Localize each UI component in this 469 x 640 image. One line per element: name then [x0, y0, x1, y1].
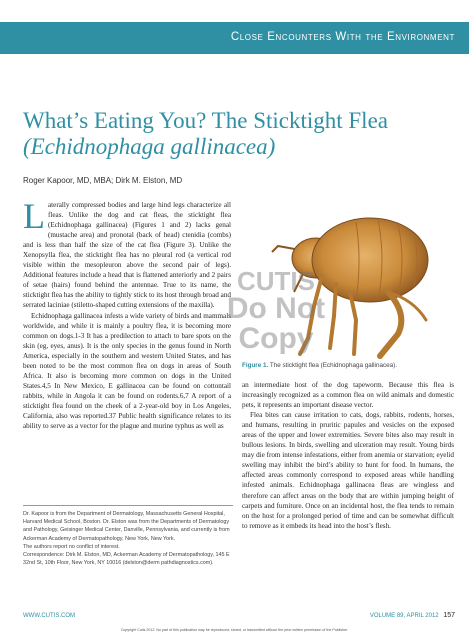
issue-info [370, 612, 455, 619]
paragraph-2: Echidnophaga gallinacea infests a wide variety of birds and mammals worldwide, and while it is mainly a poultry flea, it is becoming more common on dogs.1-3 It has a predilection to attach to bare spots on the skin (eg, eyes, anus). It is the only species in the genus found in North America, especially in the southern and western United States, and has been noted to be the most common flea on dogs in areas of South Africa. It also is becoming more common on dogs in the United States.4,5 In New Mexico, E gallinacea can be found on cottontail rabbits, while in Angola it can be found on rodents.6,7 A report of a sticktight flea found on the cheek of a 2-year-old boy in Los Angeles, California, also was reported.37 Public health significance relates to its ability to serve as a vector for the plague and murine typhus as well as [23, 311, 231, 431]
title-line-1: What’s Eating You? The Sticktight Flea [23, 108, 388, 133]
footnote-correspondence: Correspondence: Dirk M. Elston, MD, Ackerman Academy of Dermatopathology, 145 E 32nd St, 10th Floor, New York, NY 10016 (delston@derm pathdiagnostics.com). [23, 552, 230, 567]
body-column-left [23, 196, 231, 431]
paragraph-3: an intermediate host of the dog tapeworm. Because this flea is increasingly recognized as a common flea on wild animals and domestic pets, it represents an important disease vector. [242, 381, 454, 410]
volume-label: VOLUME 89, APRIL 2012 [369, 613, 439, 619]
watermark-line-1: CUTIS [237, 266, 315, 296]
author-byline: Roger Kapoor, MD, MBA; Dirk M. Elston, MD [23, 176, 183, 185]
copyright-notice: Copyright Cutis 2012. No part of this publication may be reproduced, stored, or transmitted without the prior written permission of the Publisher. [120, 628, 349, 632]
intro-text: aterally compressed bodies and large hind legs characterize all fleas. Unlike the dog and cat fleas, the sticktight flea (Echidnophaga gallinacea) (Figures 1 and 2) lacks genal (mustache area) and pronotal (back of head) ctenidia (combs) and is less than half the size of the cat flea (Figure 3). Unlike the Xenopsylla flea, the sticktight flea has no pleural rod (a vertical rod visible within the mesopleuron above the second pair of legs). Additional features include a head that is flattened anteriorly and 2 pairs of setae (hairs) found behind the antennae. True to its name, the sticktight flea has the ability to tightly stick to its host through broad and serrated laciniae (stiletto-shaped cutting extensions of the maxilla). [23, 201, 231, 310]
footnote-affiliation: Dr. Kapoor is from the Department of Dermatology, Massachusetts General Hospital, Harvard Medical School, Boston. Dr. Elston was from the Departments of Dermatology and Pathology, Geisinger Medical Center, Danville, Pennsylvania, and currently is from Ackerman Academy of Dermatopathology, New York, New York. [23, 511, 230, 542]
drop-cap: L [23, 196, 45, 236]
page-number: 157 [443, 612, 455, 619]
flea-illustration [238, 188, 452, 360]
title-line-2: (Echidnophaga gallinacea) [23, 134, 276, 159]
figure-label: Figure 1. [242, 362, 269, 369]
section-banner [0, 22, 469, 54]
watermark-line-2: Do Not Copy [226, 292, 326, 355]
paragraph-4: Flea bites can cause irritation to cats, dogs, rabbits, rodents, horses, and humans, resulting in pruritic papules and vesicles on the exposed areas of the upper and lower extremities. Severe bites also may result in bullous lesions. In birds, swelling and ulceration may result. Young birds may die from intense infestations, either from anemia or starvation; eyelid swelling may inhibit the bird’s ability to hunt for food. In humans, the affected areas commonly correspond to exposed areas while handling infested animals. Echidnophaga gallinacea fleas are wingless and therefore can affect areas on the body that are within jumping height of carpets and furniture. Once on an incidental host, the flea tends to remain on the host for a prolonged period of time and can be somewhat difficult to remove as it embeds its head into the host’s flesh. [242, 411, 454, 530]
section-title: Close Encounters With the Environment [230, 31, 455, 43]
website-link[interactable]: WWW.CUTIS.COM [23, 613, 75, 619]
figure-caption [242, 362, 454, 369]
footnote-conflict: The authors report no conflict of interest. [23, 543, 120, 550]
figure-caption-text: The sticktight flea (Echidnophaga gallinacea). [269, 362, 397, 369]
author-footnote [23, 505, 233, 567]
body-column-right [242, 380, 454, 531]
intro-paragraph [23, 196, 231, 311]
flea-photo [238, 188, 452, 360]
article-title [23, 108, 453, 160]
